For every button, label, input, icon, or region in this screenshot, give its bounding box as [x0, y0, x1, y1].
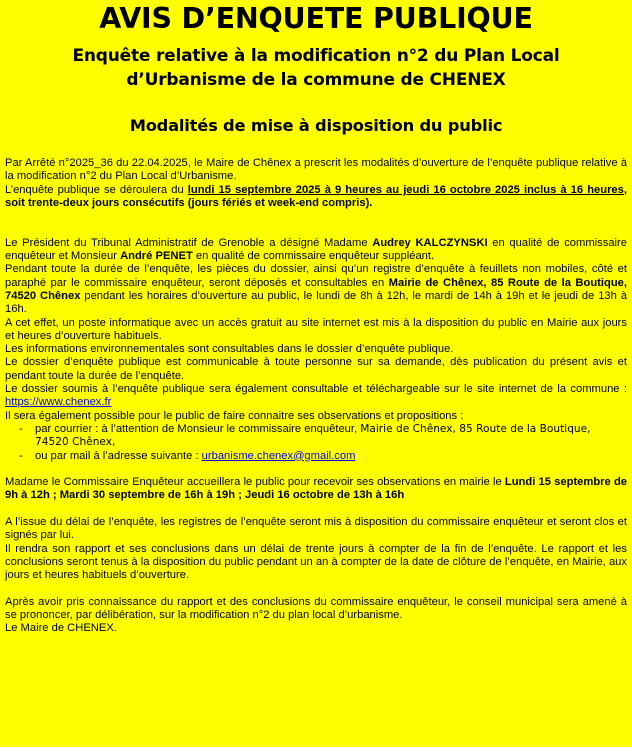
paragraph-consultation: Pendant toute la durée de l’enquête, les pièces du dossier, ainsi qu’un registre d’enquête à feuillets non mobiles, côté et paraphé par le commissaire enquêteur, seront déposés et consultables en Mairie de Chênex, 85 Route de la Boutique, 74520 Chênex pendant les horaires d’ouverture au public, le lundi de 8h à 12h, le mardi de 14h à 19h et le jeudi de 13h à 16h. — [5, 263, 627, 316]
paragraph-deliberation: Après avoir pris connaissance du rapport et des conclusions du commissaire enquêteur, le conseil municipal sera amené à se prononcer, par délibération, sur la modification n°2 du plan local d’urbanisme. — [5, 595, 627, 622]
page-subtitle: Enquête relative à la modification n°2 du Plan Local d’Urbanisme de la commune de CHENEX — [72, 46, 560, 90]
paragraph-computer: A cet effet, un poste informatique avec un accès gratuit au site internet est mis à la disposition du public en Mairie aux jours et heures d’ouverture habituels. — [5, 316, 627, 342]
paragraph-observations: Il sera également possible pour le public de faire connaitre ses observations et propositions : — [5, 409, 464, 422]
paragraph-environment: Les informations environnementales sont consultables dans le dossier d’enquête publique. — [5, 343, 454, 356]
paragraph-commissioner: Le Président du Tribunal Administratif de Grenoble a désigné Madame Audrey KALCZYNSKI en qualité de commissaire enquêteur et Monsieur André PENET en qualité de commissaire enquêteur suppléant. — [5, 236, 627, 263]
email-link[interactable]: urbanisme.chenex@gmail.com — [201, 449, 356, 462]
paragraph-communicable: Le dossier d’enquête publique est communicable à toute personne sur sa demande, dès publication du présent avis et pendant toute la durée de l’enquête. — [5, 356, 627, 382]
inquiry-dates: lundi 15 septembre 2025 à 9 heures au jeudi 16 octobre 2025 inclus à 16 heures — [187, 183, 624, 196]
paragraph-permanences: Madame le Commissaire Enquêteur accueillera le public pour recevoir ses observations en mairie le Lundi 15 septembre de 9h à 12h ; Mardi 30 septembre de 16h à 19h ; Jeudi 16 octobre de 13h à 16h — [5, 476, 627, 502]
paragraph-decree: Par Arrêté n°2025_36 du 22.04.2025, le Maire de Chênex a prescrit les modalités d’ouverture de l’enquête publique relative à la modification n°2 du Plan Local d’Urbanisme. L’enquête publique se déroulera du lundi 15 septembre 2025 à 9 heures au jeudi 16 octobre 2025 inclus à 16 heures, soit trente-deux jours consécutifs (jours fériés et week-end compris). — [5, 157, 627, 209]
observation-methods-list — [5, 423, 627, 463]
deputy-name: André PENET — [120, 250, 193, 263]
commissioner-name: Audrey KALCZYNSKI — [372, 236, 488, 249]
list-item-email: - ou par mail à l’adresse suivante : urbanisme.chenex@gmail.com — [19, 449, 356, 462]
section-title: Modalités de mise à disposition du public — [129, 116, 503, 135]
notice-page — [0, 3, 632, 747]
mairie-address: Mairie de Chênex, 85 Route de la Boutique, 74520 Chênex — [5, 276, 627, 302]
website-link[interactable]: https://www.chenex.fr — [5, 396, 112, 409]
paragraph-report: Il rendra son rapport et ses conclusions dans un délai de trente jours à compter de la fin de l’enquête. Le rapport et les conclusions seront tenus à la disposition du public pendant un an à compter de la date de clôture de l’enquête, en Mairie, aux jours et heures habituels d’ouverture. — [5, 542, 627, 582]
paragraph-website: Le dossier soumis à l’enquête publique sera également consultable et téléchargeable sur le site internet de la commune : https://www.chenex.fr — [5, 383, 627, 409]
permanence-schedule: Lundi 15 septembre de 9h à 12h ; Mardi 30 septembre de 16h à 19h ; Jeudi 16 octobre de 13h à 16h — [5, 476, 627, 502]
notice-body — [5, 157, 627, 636]
signature: Le Maire de CHENEX. — [5, 622, 117, 635]
list-item-mail: - par courrier : à l’attention de Monsieur le commissaire enquêteur, Mairie de Chênex, 85 Route de la Boutique, 74520 Chênex, — [19, 422, 591, 449]
paragraph-closure: A l’issue du délai de l’enquête, les registres de l’enquête seront mis à disposition du commissaire enquêteur et seront clos et signés par lui. — [5, 516, 627, 542]
page-title: AVIS D’ENQUETE PUBLIQUE — [99, 2, 533, 35]
